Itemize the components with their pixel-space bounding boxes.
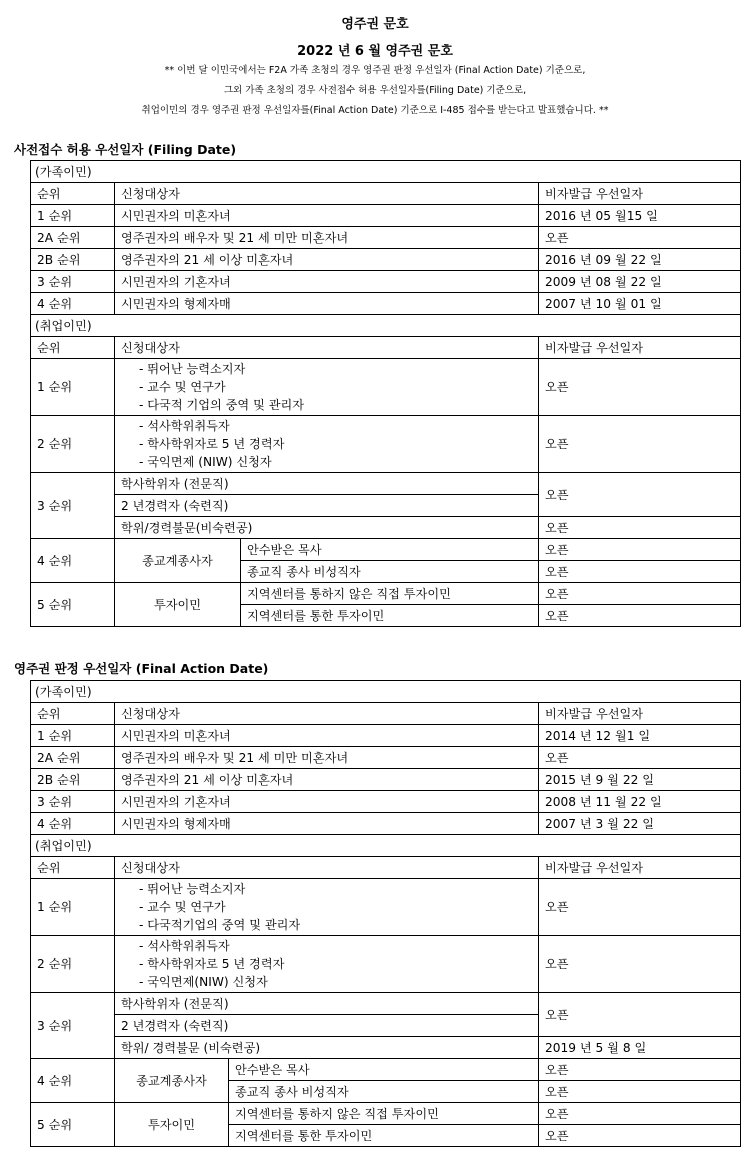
target-cell: 지역센터를 통한 투자이민: [241, 605, 539, 627]
document-subtitle: 2022 년 6 월 영주권 문호: [297, 44, 453, 59]
table-row: [31, 539, 741, 561]
date-cell: 2008 년 11 월 22 일: [539, 791, 741, 813]
list-item: - 다국적 기업의 중역 및 관리자: [139, 398, 305, 412]
document-title: 영주권 문호: [341, 17, 409, 32]
notice-text: [0, 61, 750, 121]
date-cell: 오픈: [539, 936, 741, 993]
target-cell: 학사학위자 (전문직): [115, 993, 539, 1015]
list-item: - 석사학위취득자: [139, 419, 230, 433]
date-cell: 오픈: [539, 1059, 741, 1081]
date-cell: 2014 년 12 월1 일: [539, 725, 741, 747]
table-row: [31, 1103, 741, 1125]
rank-cell: 2B 순위: [31, 769, 115, 791]
date-cell: 오픈: [539, 879, 741, 936]
target-cell: 시민권자의 미혼자녀: [115, 725, 539, 747]
date-cell: 오픈: [539, 416, 741, 473]
employment-group-label: (취업이민): [31, 835, 741, 857]
rank-cell: 2 순위: [31, 416, 115, 473]
table-row: [31, 769, 741, 791]
list-item: - 석사학위취득자: [139, 939, 230, 953]
date-cell: 오픈: [539, 1125, 741, 1147]
family-group-label: (가족이민): [31, 681, 741, 703]
table-row: [31, 293, 741, 315]
table-row: [31, 517, 741, 539]
table-row: [31, 791, 741, 813]
target-cell: 영주권자의 21 세 이상 미혼자녀: [115, 769, 539, 791]
rank-cell: 1 순위: [31, 725, 115, 747]
rank-cell: 4 순위: [31, 293, 115, 315]
header-target: 신청대상자: [115, 183, 539, 205]
header-date: 비자발급 우선일자: [539, 183, 741, 205]
date-cell: 오픈: [539, 359, 741, 416]
date-cell: 오픈: [539, 1081, 741, 1103]
table-row: [31, 813, 741, 835]
target-cell: 영주권자의 21 세 이상 미혼자녀: [115, 249, 539, 271]
table-row: [31, 725, 741, 747]
rank-cell: 5 순위: [31, 583, 115, 627]
table-row: [31, 993, 741, 1015]
family-group-label: (가족이민): [31, 161, 741, 183]
rank-cell: 2B 순위: [31, 249, 115, 271]
date-cell: 2007 년 10 월 01 일: [539, 293, 741, 315]
date-cell: 오픈: [539, 605, 741, 627]
date-cell: 오픈: [539, 561, 741, 583]
header-date: 비자발급 우선일자: [539, 703, 741, 725]
notice-line: 그외 가족 초청의 경우 사전접수 허용 우선일자를(Filing Date) 기준으로,: [223, 85, 527, 96]
filing-date-table: [30, 160, 741, 627]
target-cell: 학위/경력불문(비숙련공): [115, 517, 539, 539]
date-cell: 오픈: [539, 747, 741, 769]
table-row: [31, 271, 741, 293]
target-cell: 종교직 종사 비성직자: [241, 561, 539, 583]
header-rank: 순위: [31, 337, 115, 359]
rank-cell: 4 순위: [31, 539, 115, 583]
target-cell: 시민권자의 기혼자녀: [115, 791, 539, 813]
date-cell: 2007 년 3 월 22 일: [539, 813, 741, 835]
notice-line: ** 이번 달 이민국에서는 F2A 가족 초청의 경우 영주권 판정 우선일자 (Final Action Date) 기준으로,: [164, 65, 586, 76]
table-row: [31, 473, 741, 495]
final-action-table: [30, 680, 741, 1147]
target-cell: 지역센터를 통하지 않은 직접 투자이민: [241, 583, 539, 605]
rank-cell: 1 순위: [31, 879, 115, 936]
rank-cell: 1 순위: [31, 205, 115, 227]
rank-cell: 2A 순위: [31, 747, 115, 769]
table-row: [31, 1059, 741, 1081]
target-cell: 시민권자의 기혼자녀: [115, 271, 539, 293]
list-item: - 학사학위자로 5 년 경력자: [139, 437, 285, 451]
table-row: [31, 936, 741, 993]
rank-cell: 3 순위: [31, 271, 115, 293]
header-date: 비자발급 우선일자: [539, 857, 741, 879]
rank-cell: 3 순위: [31, 791, 115, 813]
target-list-cell: [115, 416, 539, 473]
target-cell: 안수받은 목사: [241, 539, 539, 561]
rank-cell: 1 순위: [31, 359, 115, 416]
target-cell: 지역센터를 통하지 않은 직접 투자이민: [229, 1103, 539, 1125]
rank-cell: 4 순위: [31, 1059, 115, 1103]
target-list-cell: [115, 359, 539, 416]
date-cell: 오픈: [539, 1103, 741, 1125]
final-action-section-title: 영주권 판정 우선일자 (Final Action Date): [14, 661, 269, 676]
category-cell: 투자이민: [115, 1103, 229, 1147]
header-rank: 순위: [31, 183, 115, 205]
target-cell: 학사학위자 (전문직): [115, 473, 539, 495]
target-cell: 2 년경력자 (숙련직): [115, 495, 539, 517]
target-cell: 지역센터를 통한 투자이민: [229, 1125, 539, 1147]
table-row: [31, 879, 741, 936]
header-date: 비자발급 우선일자: [539, 337, 741, 359]
table-row: [31, 747, 741, 769]
table-row: [31, 249, 741, 271]
rank-cell: 4 순위: [31, 813, 115, 835]
target-list-cell: [115, 936, 539, 993]
header-target: 신청대상자: [115, 703, 539, 725]
target-cell: 시민권자의 형제자매: [115, 293, 539, 315]
list-item: - 국익면제(NIW) 신청자: [139, 975, 268, 989]
table-row: [31, 1037, 741, 1059]
target-cell: 종교직 종사 비성직자: [229, 1081, 539, 1103]
table-row: [31, 205, 741, 227]
employment-group-label: (취업이민): [31, 315, 741, 337]
target-cell: 안수받은 목사: [229, 1059, 539, 1081]
header-rank: 순위: [31, 857, 115, 879]
table-row: [31, 227, 741, 249]
table-row: [31, 359, 741, 416]
date-cell: 오픈: [539, 539, 741, 561]
header-target: 신청대상자: [115, 857, 539, 879]
date-cell: 2016 년 09 월 22 일: [539, 249, 741, 271]
date-cell: 오픈: [539, 517, 741, 539]
target-cell: 학위/ 경력불문 (비숙련공): [115, 1037, 539, 1059]
target-cell: 시민권자의 형제자매: [115, 813, 539, 835]
header-target: 신청대상자: [115, 337, 539, 359]
rank-cell: 3 순위: [31, 473, 115, 539]
list-item: - 뛰어난 능력소지자: [139, 882, 246, 896]
target-cell: 영주권자의 배우자 및 21 세 미만 미혼자녀: [115, 227, 539, 249]
list-item: - 다국적기업의 중역 및 관리자: [139, 918, 301, 932]
target-cell: 2 년경력자 (숙련직): [115, 1015, 539, 1037]
list-item: - 교수 및 연구가: [139, 900, 226, 914]
list-item: - 교수 및 연구가: [139, 380, 226, 394]
list-item: - 학사학위자로 5 년 경력자: [139, 957, 285, 971]
category-cell: 종교계종사자: [115, 1059, 229, 1103]
date-cell: 2015 년 9 월 22 일: [539, 769, 741, 791]
list-item: - 뛰어난 능력소지자: [139, 362, 246, 376]
rank-cell: 3 순위: [31, 993, 115, 1059]
rank-cell: 2A 순위: [31, 227, 115, 249]
target-list-cell: [115, 879, 539, 936]
target-cell: 영주권자의 배우자 및 21 세 미만 미혼자녀: [115, 747, 539, 769]
rank-cell: 5 순위: [31, 1103, 115, 1147]
table-row: [31, 416, 741, 473]
date-cell: 2016 년 05 월15 일: [539, 205, 741, 227]
list-item: - 국익면제 (NIW) 신청자: [139, 455, 272, 469]
category-cell: 투자이민: [115, 583, 241, 627]
table-row: [31, 583, 741, 605]
date-cell: 오픈: [539, 227, 741, 249]
date-cell: 2009 년 08 월 22 일: [539, 271, 741, 293]
category-cell: 종교계종사자: [115, 539, 241, 583]
target-cell: 시민권자의 미혼자녀: [115, 205, 539, 227]
filing-date-section-title: 사전접수 허용 우선일자 (Filing Date): [14, 142, 237, 157]
date-cell: 2019 년 5 월 8 일: [539, 1037, 741, 1059]
rank-cell: 2 순위: [31, 936, 115, 993]
date-cell: 오픈: [539, 583, 741, 605]
header-rank: 순위: [31, 703, 115, 725]
date-cell: 오픈: [539, 473, 741, 517]
notice-line: 취업이민의 경우 영주권 판정 우선일자를(Final Action Date) 기준으로 I-485 접수를 받는다고 발표했습니다. **: [141, 105, 609, 116]
date-cell: 오픈: [539, 993, 741, 1037]
